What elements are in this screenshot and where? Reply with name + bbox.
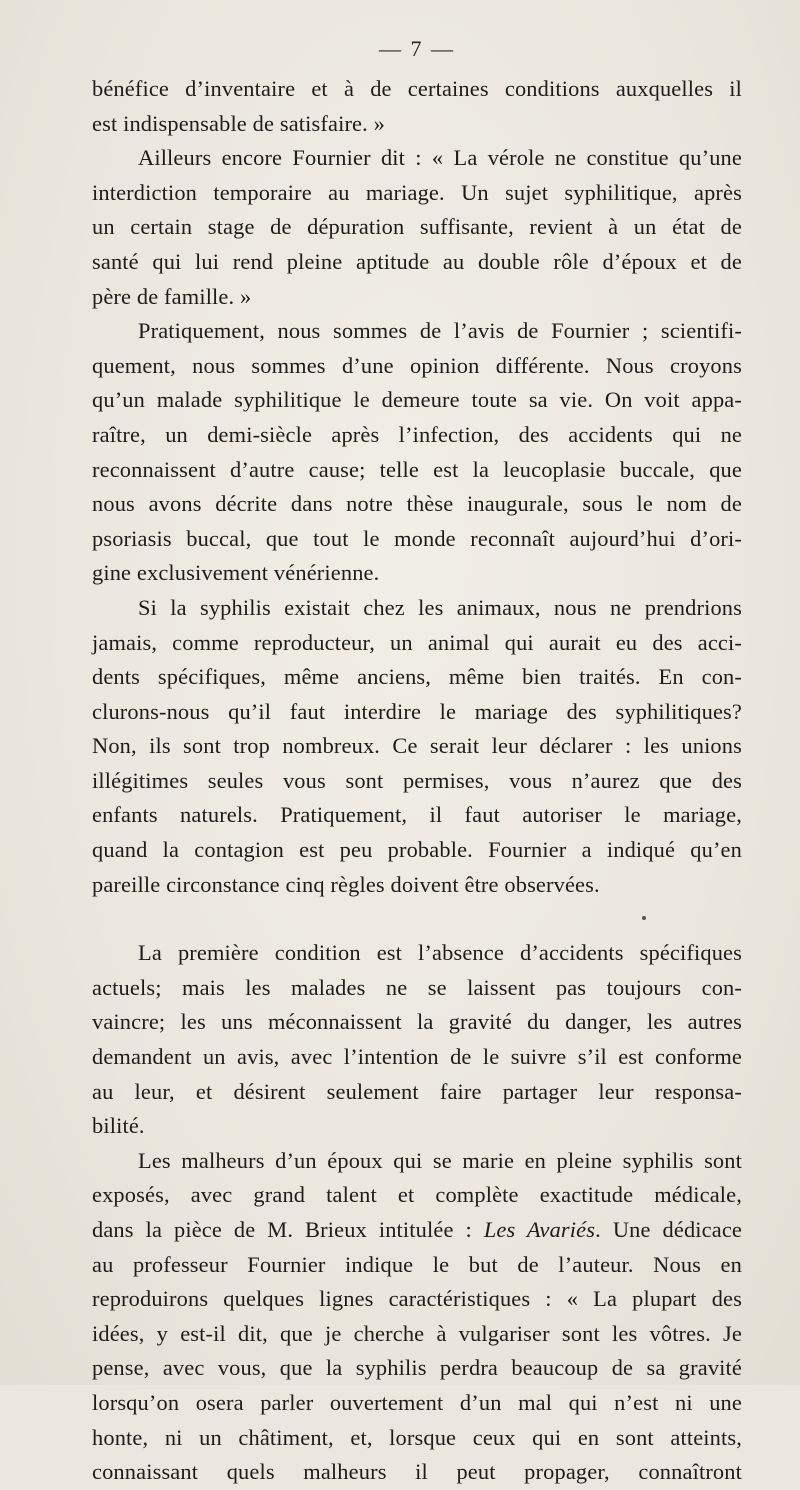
paragraph-text-line: père de famille. »	[92, 283, 252, 309]
paragraph-text-line: bénéfice d’inventaire et à de certaines conditions auxquelles il	[92, 76, 742, 101]
paragraph-text-line	[92, 1213, 742, 1248]
paragraph-text-line: clurons-nous qu’il faut interdire le mariage des syphilitiques?	[92, 698, 742, 724]
paragraph-text-line: psoriasis buccal, que tout le monde reconnaît aujourd’hui d’ori-	[92, 525, 742, 551]
paragraph-text-line: illégitimes seules vous sont permises, vous n’aurez que des	[92, 767, 742, 793]
paragraph-text-line: Ailleurs encore Fournier dit : « La vérole ne constitue qu’une	[138, 145, 742, 171]
paragraph-text-line: quand la contagion est peu probable. Fournier a indiqué qu’en	[92, 837, 742, 863]
paragraph-text-line: reproduirons quelques lignes caractéristiques : « La plupart des	[92, 1286, 742, 1312]
paragraph-text-line: est indispensable de satisfaire. »	[92, 110, 385, 136]
paragraph-text-line: reconnaissent d’autre cause; telle est la leucoplasie buccale, que	[92, 456, 742, 482]
paragraph-text-line: pareille circonstance cinq règles doivent être observées.	[92, 871, 600, 897]
separator-dot	[642, 916, 646, 920]
paragraph-text-line: bilité.	[92, 1113, 145, 1139]
paragraph-text-line: La première condition est l’absence d’accidents spécifiques	[138, 940, 742, 966]
paragraph-text-line: demandent un avis, avec l’intention de le suivre s’il est conforme	[92, 1044, 742, 1070]
paragraph-text-line: santé qui lui rend pleine aptitude au double rôle d’époux et de	[92, 248, 742, 274]
paragraph-text-line: idées, y est-il dit, que je cherche à vulgariser sont les vôtres. Je	[92, 1320, 742, 1346]
paragraph-text-line: connaissant quels malheurs il peut propager, connaîtront	[92, 1459, 742, 1485]
play-title: Les Avariés	[483, 1217, 596, 1242]
paragraph-text-line: au professeur Fournier indique le but de l’auteur. Nous en	[92, 1251, 742, 1277]
section-separator	[92, 902, 742, 936]
paragraph-text-line: au leur, et désirent seulement faire partager leur responsa-	[92, 1078, 742, 1104]
paragraph-text-line: interdiction temporaire au mariage. Un sujet syphilitique, après	[92, 179, 742, 205]
paragraph-text-line: quement, nous sommes d’une opinion différente. Nous croyons	[92, 352, 742, 378]
text-segment: dans la pièce de M. Brieux intitulée :	[92, 1217, 484, 1242]
paragraph-text-line: dents spécifiques, même anciens, même bien traités. En con-	[92, 664, 742, 690]
paragraph-text-line: qu’un malade syphilitique le demeure toute sa vie. On voit appa-	[92, 387, 742, 413]
page-number: — 7 —	[379, 36, 455, 61]
text-segment: . Une dédicace	[595, 1217, 743, 1242]
paragraph-text-line: pense, avec vous, que la syphilis perdra beaucoup de sa gravité	[92, 1355, 742, 1381]
paragraph-text-line: Les malheurs d’un époux qui se marie en pleine syphilis sont	[138, 1147, 742, 1173]
paragraph-text-line: vaincre; les uns méconnaissent la gravité du danger, les autres	[92, 1009, 742, 1035]
paragraph-text-line: un certain stage de dépuration suffisante, revient à un état de	[92, 214, 742, 240]
paragraph-text-line: Si la syphilis existait chez les animaux, nous ne prendrions	[138, 594, 742, 620]
paragraph-text-line: enfants naturels. Pratiquement, il faut autoriser le mariage,	[92, 802, 742, 828]
paragraph-text-line: gine exclusivement vénérienne.	[92, 560, 380, 586]
paragraph-text-line: raître, un demi-siècle après l’infection, des accidents qui ne	[92, 421, 742, 447]
paragraph-text-line: actuels; mais les malades ne se laissent pas toujours con-	[92, 974, 742, 1000]
paragraph-text-line: lorsqu’on osera parler ouvertement d’un mal qui n’est ni une	[92, 1389, 742, 1415]
paragraph-text-line: honte, ni un châtiment, et, lorsque ceux qui en sont atteints,	[92, 1424, 742, 1450]
paragraph-text-line: exposés, avec grand talent et complète exactitude médicale,	[92, 1182, 742, 1208]
paragraph-text-line: Non, ils sont trop nombreux. Ce serait leur déclarer : les unions	[92, 733, 742, 759]
paragraph-text-line: nous avons décrite dans notre thèse inaugurale, sous le nom de	[92, 491, 742, 517]
paragraph-text-line: jamais, comme reproducteur, un animal qui aurait eu des acci-	[92, 629, 742, 655]
paragraph-text-line: Pratiquement, nous sommes de l’avis de Fournier ; scientifi-	[138, 318, 742, 344]
